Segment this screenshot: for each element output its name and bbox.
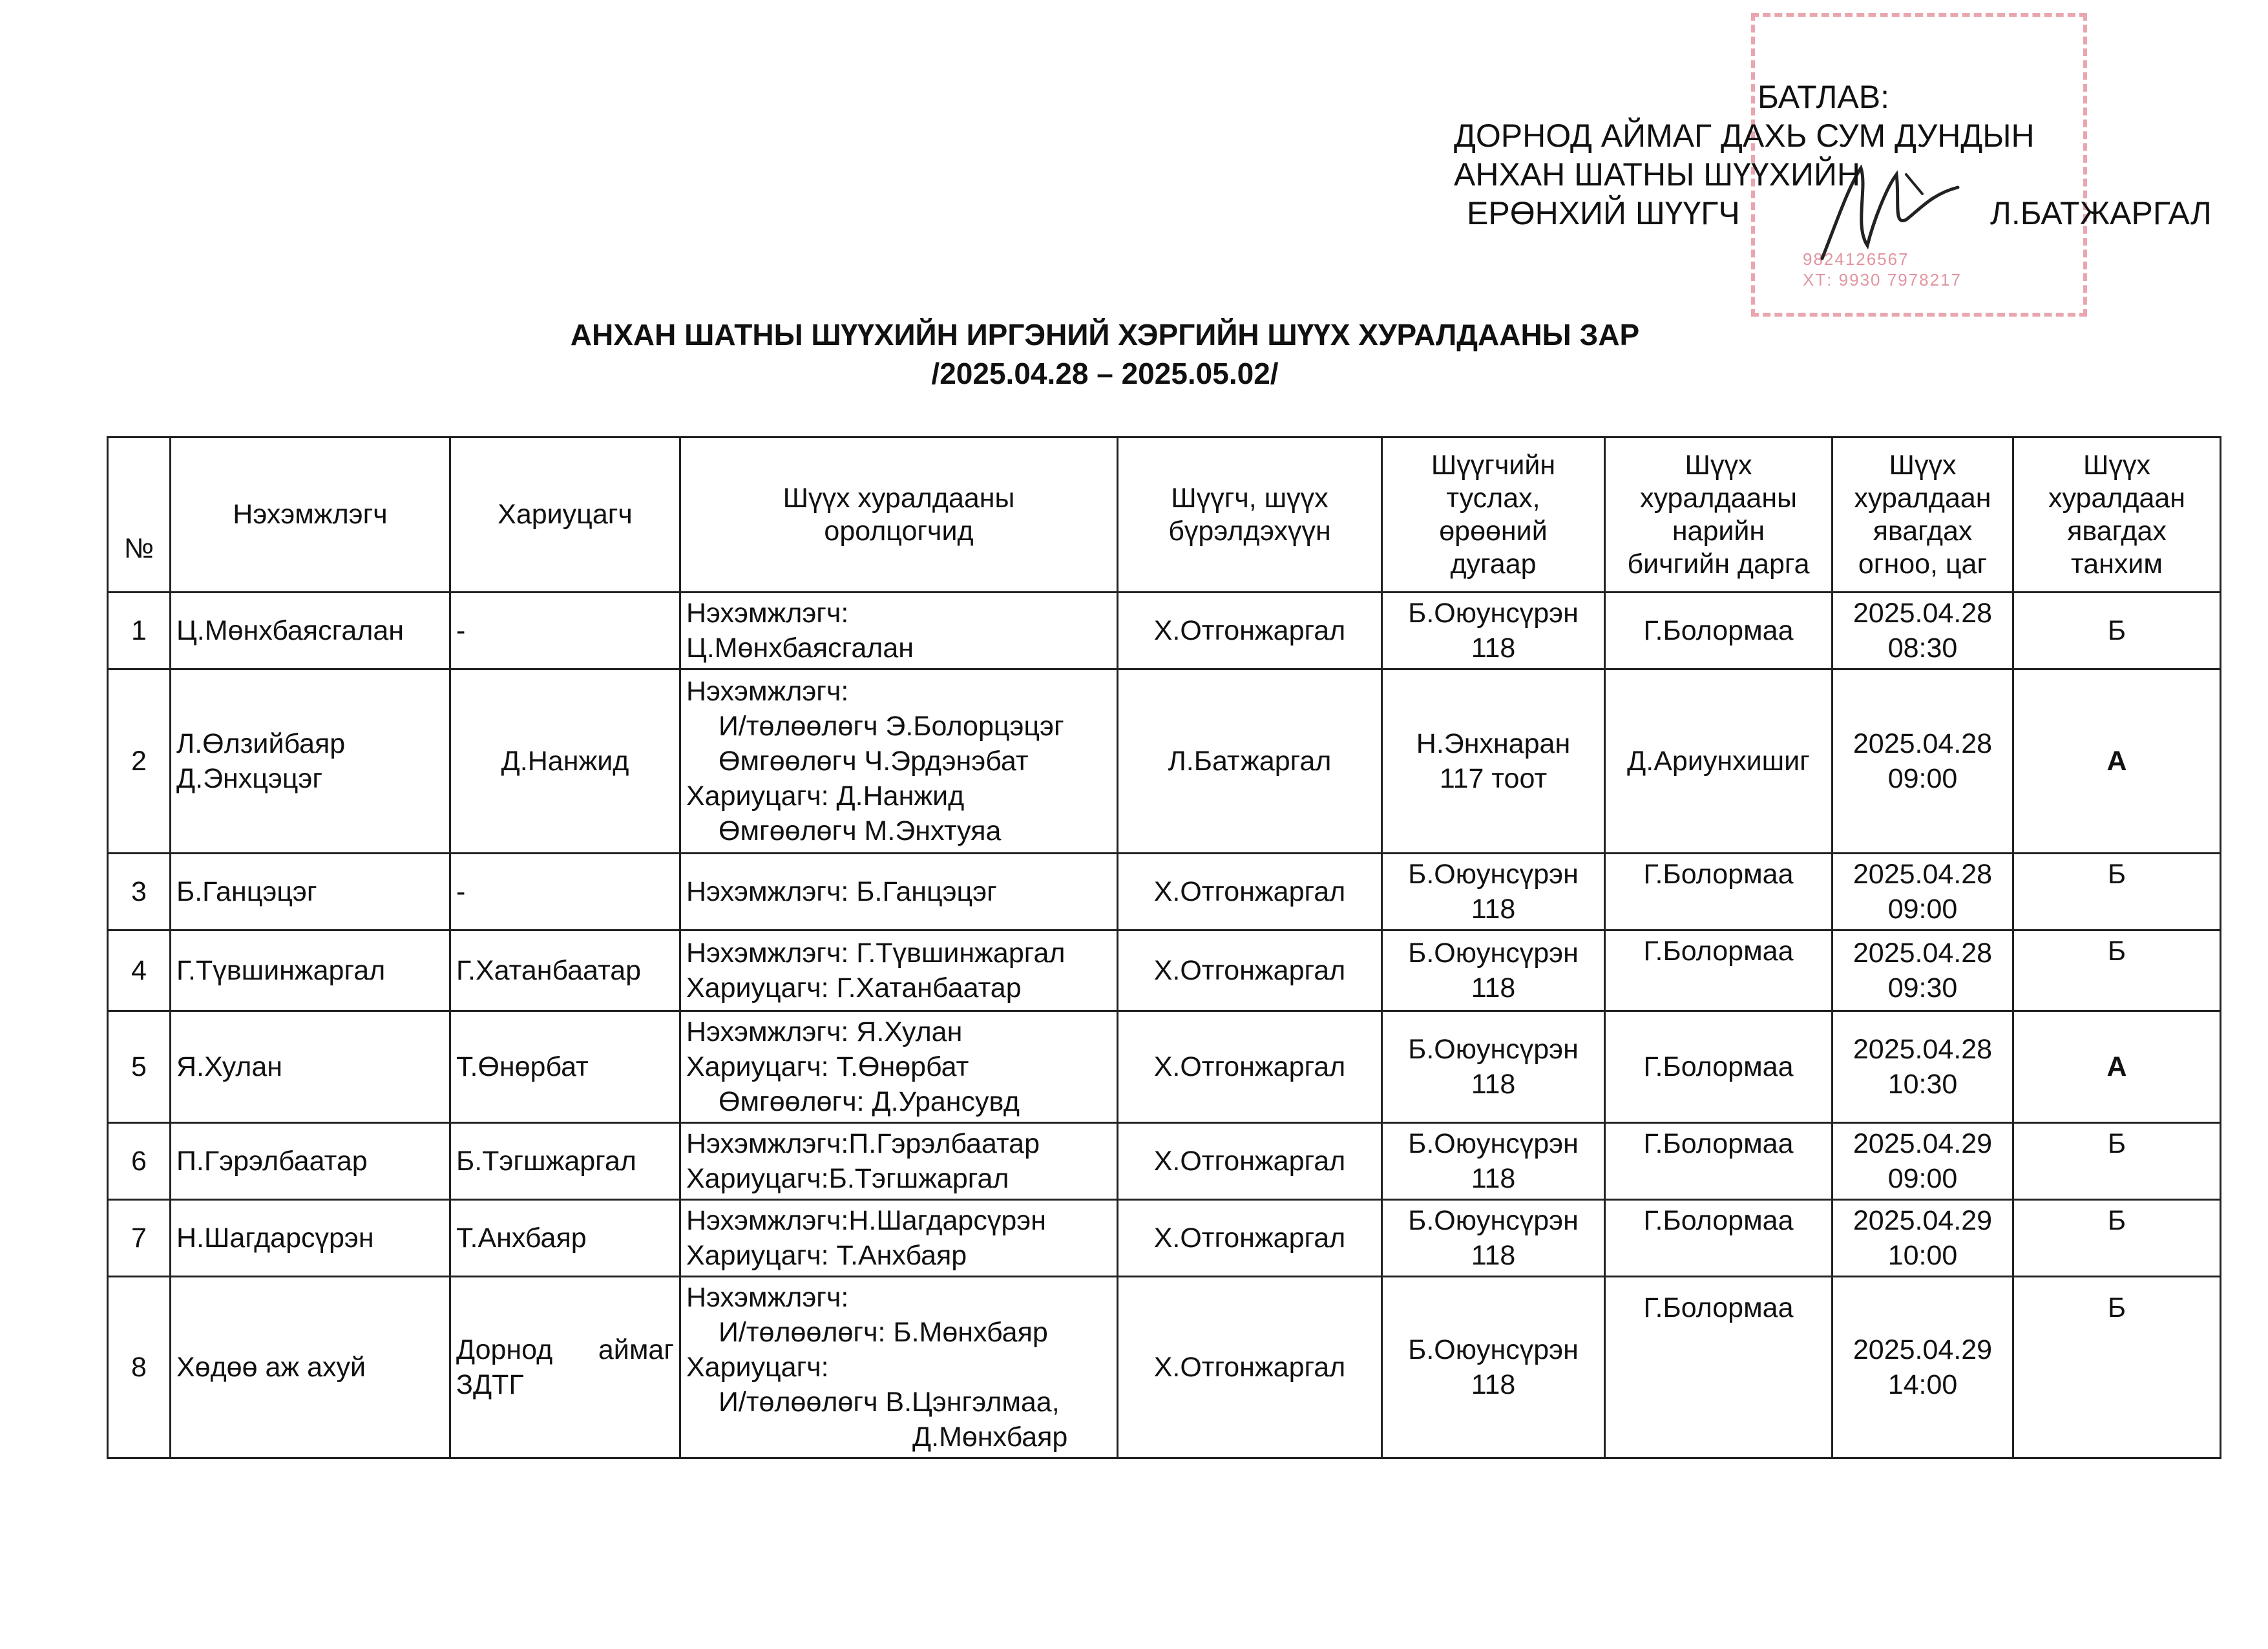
cell-datetime xyxy=(1832,1123,2013,1200)
room-number: 118 xyxy=(1471,1240,1516,1271)
cell-participants xyxy=(680,930,1118,1011)
table-row xyxy=(108,669,2221,854)
cell-defendant: - xyxy=(450,854,680,930)
plaintiff-name: Б.Ганцэцэг xyxy=(176,876,317,907)
plaintiff-name: Д.Энхцэцэг xyxy=(176,763,323,794)
cell-secretary: Д.Ариунхишиг xyxy=(1605,669,1832,854)
plaintiff-name: Г.Түвшинжаргал xyxy=(176,955,386,986)
cell-hall: Б xyxy=(2013,930,2221,1011)
cell-plaintiff xyxy=(171,1011,450,1123)
cell-secretary: Г.Болормаа xyxy=(1605,1011,1832,1123)
header-plaintiff: Нэхэмжлэгч xyxy=(171,437,450,593)
cell-judge: Х.Отгонжаргал xyxy=(1118,1200,1382,1277)
cell-plaintiff xyxy=(171,930,450,1011)
cell-hall: Б xyxy=(2013,1277,2221,1458)
participant-line: Хариуцагч: xyxy=(686,1352,829,1383)
header-secretary: Шүүх хуралдааны нарийн бичгийн дарга xyxy=(1605,437,1832,593)
cell-defendant: - xyxy=(450,593,680,669)
participant-line: Нэхэмжлэгч: xyxy=(686,598,849,629)
approval-label: БАТЛАВ: xyxy=(1758,79,1890,115)
hearing-time: 09:00 xyxy=(1887,894,1958,925)
cell-plaintiff xyxy=(171,1200,450,1277)
participant-line: Нэхэмжлэгч: Г.Түвшинжаргал xyxy=(686,938,1066,969)
approval-signer-line xyxy=(1454,194,2229,233)
cell-assistant xyxy=(1382,593,1605,669)
participant-line: Нэхэмжлэгч: xyxy=(686,1282,849,1313)
participant-line: Өмгөөлөгч: Д.Урансувд xyxy=(719,1086,1020,1117)
cell-plaintiff xyxy=(171,1277,450,1458)
approval-court-line-1: ДОРНОД АЙМАГ ДАХЬ СУМ ДУНДЫН xyxy=(1454,118,2035,154)
hearing-date: 2025.04.28 xyxy=(1853,598,1993,629)
header-defendant: Хариуцагч xyxy=(450,437,680,593)
cell-hall: Б xyxy=(2013,1200,2221,1277)
cell-defendant: Г.Хатанбаатар xyxy=(450,930,680,1011)
cell-secretary: Г.Болормаа xyxy=(1605,1200,1832,1277)
cell-assistant xyxy=(1382,1200,1605,1277)
table-row xyxy=(108,1200,2221,1277)
hearing-date: 2025.04.28 xyxy=(1853,728,1993,759)
approval-court-line-2: АНХАН ШАТНЫ ШҮҮХИЙН xyxy=(1454,156,1861,193)
room-number: 118 xyxy=(1471,894,1516,925)
cell-assistant xyxy=(1382,1123,1605,1200)
plaintiff-name: Н.Шагдарсүрэн xyxy=(176,1223,374,1254)
hearing-time: 14:00 xyxy=(1887,1369,1958,1400)
header-judge: Шүүгч, шүүх бүрэлдэхүүн xyxy=(1118,437,1382,593)
header-room: Шүүх хуралдаан явагдах танхим xyxy=(2013,437,2221,593)
hearing-date: 2025.04.28 xyxy=(1853,938,1993,969)
cell-participants xyxy=(680,1123,1118,1200)
cell-datetime xyxy=(1832,1011,2013,1123)
participant-line: Нэхэмжлэгч:П.Гэрэлбаатар xyxy=(686,1128,1040,1159)
header-assistant: Шүүгчийн туслах, өрөөний дугаар xyxy=(1382,437,1605,593)
cell-plaintiff xyxy=(171,1123,450,1200)
participant-line: Ц.Мөнхбаясгалан xyxy=(686,633,914,664)
table-row xyxy=(108,930,2221,1011)
participant-line: Нэхэмжлэгч: Б.Ганцэцэг xyxy=(686,876,997,907)
participant-line: Өмгөөлөгч М.Энхтуяа xyxy=(719,815,1002,846)
room-number: 118 xyxy=(1471,1163,1516,1194)
title-main: АНХАН ШАТНЫ ШҮҮХИЙН ИРГЭНИЙ ХЭРГИЙН ШҮҮХ ХУРАЛДААНЫ ЗАР xyxy=(570,318,1640,352)
cell-no: 1 xyxy=(108,593,171,669)
participant-line: Хариуцагч: Т.Анхбаяр xyxy=(686,1240,967,1271)
cell-secretary: Г.Болормаа xyxy=(1605,930,1832,1011)
cell-judge: Х.Отгонжаргал xyxy=(1118,593,1382,669)
cell-datetime xyxy=(1832,854,2013,930)
room-number: 118 xyxy=(1471,972,1516,1003)
approval-signer-name: Л.БАТЖАРГАЛ xyxy=(1990,195,2212,231)
participant-line: Д.Мөнхбаяр xyxy=(912,1422,1068,1453)
cell-datetime xyxy=(1832,669,2013,854)
plaintiff-name: П.Гэрэлбаатар xyxy=(176,1146,368,1177)
cell-secretary: Г.Болормаа xyxy=(1605,854,1832,930)
participant-line: Хариуцагч: Т.Өнөрбат xyxy=(686,1051,969,1082)
participant-line: Нэхэмжлэгч: xyxy=(686,676,849,707)
hearing-time: 08:30 xyxy=(1887,633,1958,664)
cell-assistant xyxy=(1382,854,1605,930)
assistant-name: Б.Оюунсүрэн xyxy=(1408,1128,1579,1159)
cell-defendant: Б.Тэгшжаргал xyxy=(450,1123,680,1200)
header-datetime: Шүүх хуралдаан явагдах огноо, цаг xyxy=(1832,437,2013,593)
cell-no: 8 xyxy=(108,1277,171,1458)
cell-judge: Л.Батжаргал xyxy=(1118,669,1382,854)
cell-datetime xyxy=(1832,1277,2013,1458)
cell-judge: Х.Отгонжаргал xyxy=(1118,1011,1382,1123)
assistant-name: Б.Оюунсүрэн xyxy=(1408,1334,1579,1365)
cell-assistant xyxy=(1382,669,1605,854)
document-title xyxy=(103,315,2106,393)
table-header-row xyxy=(108,437,2221,593)
cell-plaintiff xyxy=(171,593,450,669)
assistant-name: Б.Оюунсүрэн xyxy=(1408,1034,1579,1065)
cell-hall: Б xyxy=(2013,854,2221,930)
participant-line: И/төлөөлөгч: Б.Мөнхбаяр xyxy=(719,1317,1048,1348)
hearing-time: 10:30 xyxy=(1887,1069,1958,1100)
cell-hall: А xyxy=(2013,1011,2221,1123)
cell-secretary: Г.Болормаа xyxy=(1605,593,1832,669)
assistant-name: Б.Оюунсүрэн xyxy=(1408,938,1579,969)
cell-judge: Х.Отгонжаргал xyxy=(1118,930,1382,1011)
cell-assistant xyxy=(1382,1011,1605,1123)
cell-judge: Х.Отгонжаргал xyxy=(1118,854,1382,930)
cell-no: 6 xyxy=(108,1123,171,1200)
stamp-line-1: 9824126567 xyxy=(1803,249,1909,269)
cell-hall: А xyxy=(2013,669,2221,854)
participant-line: И/төлөөлөгч Э.Болорцэцэг xyxy=(719,711,1064,742)
cell-secretary: Г.Болормаа xyxy=(1605,1123,1832,1200)
cell-judge: Х.Отгонжаргал xyxy=(1118,1123,1382,1200)
hearing-date: 2025.04.29 xyxy=(1853,1128,1993,1159)
cell-hall: Б xyxy=(2013,1123,2221,1200)
hearing-time: 10:00 xyxy=(1887,1240,1958,1271)
cell-defendant: Т.Анхбаяр xyxy=(450,1200,680,1277)
cell-secretary: Г.Болормаа xyxy=(1605,1277,1832,1458)
cell-no: 4 xyxy=(108,930,171,1011)
room-number: 117 тоот xyxy=(1439,763,1548,794)
participant-line: Өмгөөлөгч Ч.Эрдэнэбат xyxy=(719,746,1029,777)
approval-block xyxy=(1454,78,2229,233)
cell-defendant: Дорнод аймаг ЗДТГ xyxy=(450,1277,680,1458)
hearing-date: 2025.04.28 xyxy=(1853,1034,1993,1065)
table-row xyxy=(108,854,2221,930)
stamp-line-2: ХТ: 9930 7978217 xyxy=(1803,270,1962,289)
participant-line: Хариуцагч: Д.Нанжид xyxy=(686,781,965,812)
title-period: /2025.04.28 – 2025.05.02/ xyxy=(931,357,1279,390)
cell-judge: Х.Отгонжаргал xyxy=(1118,1277,1382,1458)
cell-no: 7 xyxy=(108,1200,171,1277)
cell-assistant xyxy=(1382,930,1605,1011)
cell-participants xyxy=(680,593,1118,669)
cell-no: 2 xyxy=(108,669,171,854)
participant-line: Нэхэмжлэгч: Я.Хулан xyxy=(686,1016,963,1047)
cell-no: 3 xyxy=(108,854,171,930)
hearing-date: 2025.04.28 xyxy=(1853,859,1993,890)
cell-participants xyxy=(680,1277,1118,1458)
assistant-name: Б.Оюунсүрэн xyxy=(1408,859,1579,890)
assistant-name: Н.Энхнаран xyxy=(1416,728,1571,759)
cell-defendant: Т.Өнөрбат xyxy=(450,1011,680,1123)
plaintiff-name: Я.Хулан xyxy=(176,1051,283,1082)
plaintiff-name: Ц.Мөнхбаясгалан xyxy=(176,615,404,646)
hearing-date: 2025.04.29 xyxy=(1853,1334,1993,1365)
approval-position: ЕРӨНХИЙ ШҮҮГЧ xyxy=(1467,195,1740,231)
cell-participants xyxy=(680,854,1118,930)
plaintiff-name: Л.Өлзийбаяр xyxy=(176,728,346,759)
table-row xyxy=(108,1011,2221,1123)
cell-assistant xyxy=(1382,1277,1605,1458)
cell-plaintiff xyxy=(171,669,450,854)
room-number: 118 xyxy=(1471,633,1516,664)
cell-participants xyxy=(680,669,1118,854)
hearing-time: 09:30 xyxy=(1887,972,1958,1003)
participant-line: Хариуцагч:Б.Тэгшжаргал xyxy=(686,1163,1009,1194)
hearing-schedule-table xyxy=(107,436,2221,1459)
header-participants: Шүүх хуралдааны оролцогчид xyxy=(680,437,1118,593)
cell-no: 5 xyxy=(108,1011,171,1123)
participant-line: Нэхэмжлэгч:Н.Шагдарсүрэн xyxy=(686,1205,1046,1236)
cell-hall: Б xyxy=(2013,593,2221,669)
room-number: 118 xyxy=(1471,1069,1516,1100)
assistant-name: Б.Оюунсүрэн xyxy=(1408,1205,1579,1236)
cell-plaintiff xyxy=(171,854,450,930)
cell-participants xyxy=(680,1011,1118,1123)
hearing-time: 09:00 xyxy=(1887,1163,1958,1194)
cell-datetime xyxy=(1832,593,2013,669)
table-row xyxy=(108,593,2221,669)
cell-participants xyxy=(680,1200,1118,1277)
cell-defendant: Д.Нанжид xyxy=(450,669,680,854)
table-row xyxy=(108,1277,2221,1458)
hearing-date: 2025.04.29 xyxy=(1853,1205,1993,1236)
header-no: № xyxy=(108,437,171,593)
assistant-name: Б.Оюунсүрэн xyxy=(1408,598,1579,629)
plaintiff-name: Хөдөө аж ахуй xyxy=(176,1352,366,1383)
table-row xyxy=(108,1123,2221,1200)
cell-datetime xyxy=(1832,930,2013,1011)
participant-line: Хариуцагч: Г.Хатанбаатар xyxy=(686,972,1022,1003)
participant-line: И/төлөөлөгч В.Цэнгэлмаа, xyxy=(719,1387,1060,1418)
hearing-time: 09:00 xyxy=(1887,763,1958,794)
room-number: 118 xyxy=(1471,1369,1516,1400)
cell-datetime xyxy=(1832,1200,2013,1277)
